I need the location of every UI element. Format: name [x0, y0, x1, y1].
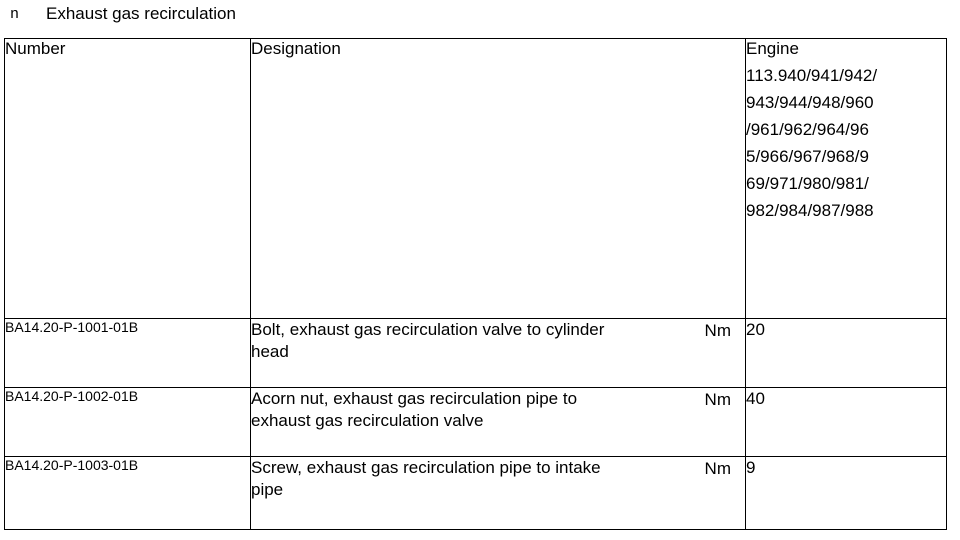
row-designation: Screw, exhaust gas recirculation pipe to intake pipe	[251, 458, 601, 499]
section-heading	[10, 4, 236, 24]
row-designation: Bolt, exhaust gas recirculation valve to cylinder head	[251, 320, 605, 361]
section-title: Exhaust gas recirculation	[46, 4, 236, 23]
table-row	[5, 319, 947, 388]
engine-code-line: 982/984/987/988	[746, 201, 874, 220]
header-number: Number	[5, 39, 251, 319]
engine-code-line: 69/971/980/981/	[746, 174, 869, 193]
table-header-row	[5, 39, 947, 319]
table-row	[5, 457, 947, 530]
engine-code-list	[746, 59, 946, 228]
row-value: 9	[746, 457, 947, 530]
row-unit: Nm	[704, 321, 731, 340]
row-unit: Nm	[704, 459, 731, 478]
row-value: 20	[746, 319, 947, 388]
row-designation-cell	[251, 388, 746, 457]
header-engine-label: Engine	[746, 39, 799, 58]
engine-code-line: 5/966/967/968/9	[746, 147, 869, 166]
row-designation-cell	[251, 457, 746, 530]
row-designation-cell	[251, 319, 746, 388]
header-engine	[746, 39, 947, 319]
bullet-marker: n	[10, 5, 20, 23]
tightening-torque-table	[4, 38, 947, 530]
row-designation: Acorn nut, exhaust gas recirculation pipe to exhaust gas recirculation valve	[251, 389, 578, 430]
header-designation: Designation	[251, 39, 746, 319]
engine-code-line: 113.940/941/942/	[746, 66, 878, 85]
row-number: BA14.20-P-1001-01B	[5, 319, 251, 388]
row-number: BA14.20-P-1003-01B	[5, 457, 251, 530]
table-row	[5, 388, 947, 457]
row-value: 40	[746, 388, 947, 457]
row-number: BA14.20-P-1002-01B	[5, 388, 251, 457]
engine-code-line: 943/944/948/960	[746, 93, 874, 112]
engine-code-line: /961/962/964/96	[746, 120, 869, 139]
row-unit: Nm	[704, 390, 731, 409]
